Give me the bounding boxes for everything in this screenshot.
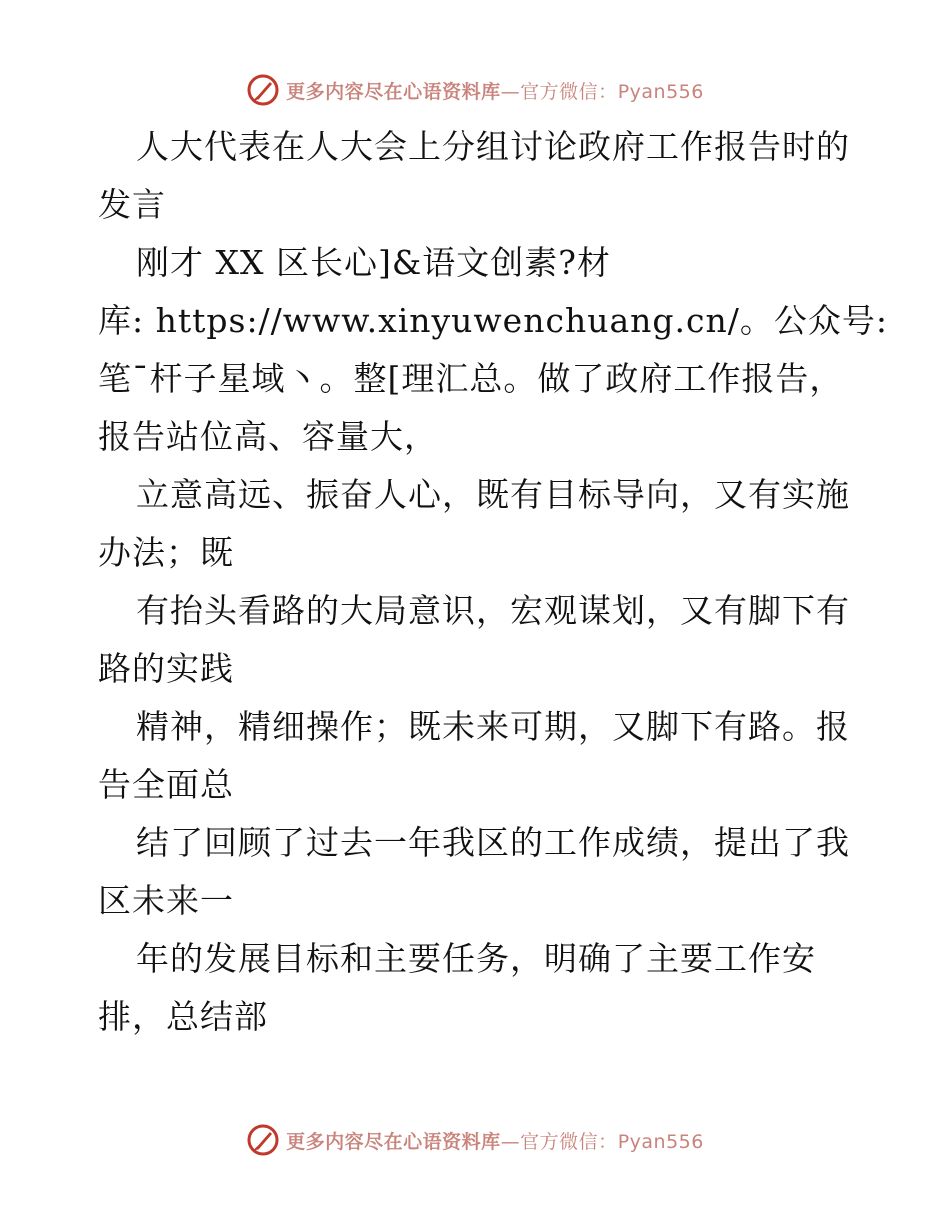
text-line: 办法；既 <box>98 533 234 572</box>
text-line: 精神，精细操作；既未来可期，又脚下有路。报 <box>136 707 850 746</box>
text-line: 立意高远、振奋人心，既有目标导向，又有实施 <box>136 475 850 514</box>
banner-wechat-label: 官方微信： <box>520 80 618 103</box>
text-line: 笔¯杆子星域丶。整[理汇总。做了政府工作报告， <box>98 359 844 398</box>
header-banner-text <box>286 77 704 104</box>
text-line: 有抬头看路的大局意识，宏观谋划，又有脚下有 <box>136 591 850 630</box>
text-line: 报告站位高、容量大， <box>98 417 438 456</box>
banner-wechat-label: 官方微信： <box>520 1130 618 1153</box>
text-line: 发言 <box>98 185 166 224</box>
text-line: 排，总结部 <box>98 997 268 1036</box>
text-line: 路的实践 <box>98 649 234 688</box>
document-body <box>98 118 888 1046</box>
text-line: 年的发展目标和主要任务，明确了主要工作安 <box>136 939 816 978</box>
banner-site-text: 更多内容尽在心语资料库 <box>286 80 501 103</box>
header-banner <box>0 70 950 110</box>
footer-banner-text <box>286 1127 704 1154</box>
quill-logo-icon <box>246 73 280 107</box>
text-line: 刚才 XX 区长心]&语文创素?材 <box>136 243 611 282</box>
text-line: 库: https://www.xinyuwenchuang.cn/。公众号: <box>98 301 888 340</box>
text-line: 结了回顾了过去一年我区的工作成绩，提出了我 <box>136 823 850 862</box>
banner-wechat-id: Pyan556 <box>617 80 704 103</box>
quill-logo-icon <box>246 1123 280 1157</box>
text-line: 区未来一 <box>98 881 234 920</box>
banner-site-text: 更多内容尽在心语资料库 <box>286 1130 501 1153</box>
banner-separator: — <box>500 80 521 103</box>
footer-banner <box>0 1120 950 1160</box>
banner-wechat-id: Pyan556 <box>617 1130 704 1153</box>
text-line: 人大代表在人大会上分组讨论政府工作报告时的 <box>136 127 850 166</box>
banner-separator: — <box>500 1130 521 1153</box>
text-line: 告全面总 <box>98 765 234 804</box>
